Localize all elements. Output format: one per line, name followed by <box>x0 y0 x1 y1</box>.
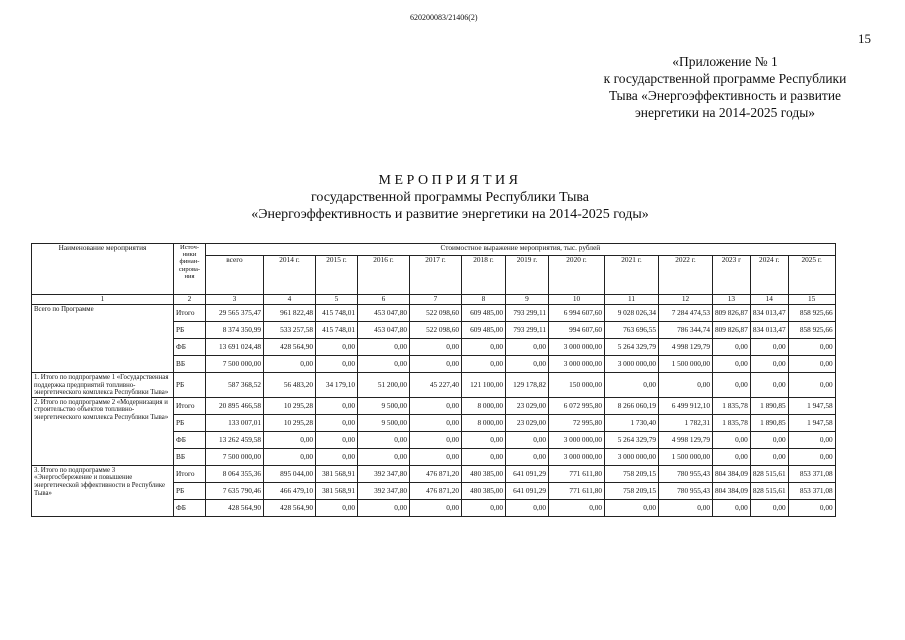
amount-cell: 0,00 <box>462 448 506 465</box>
amount-cell: 428 564,90 <box>264 339 316 356</box>
header-measure-name: Наименование мероприятия <box>32 244 174 295</box>
funding-source: ФБ <box>174 431 206 448</box>
amount-cell: 0,00 <box>316 431 358 448</box>
amount-cell: 641 091,29 <box>506 482 549 499</box>
amount-cell: 0,00 <box>410 499 462 516</box>
column-number: 13 <box>713 295 751 305</box>
header-year: 2017 г. <box>410 256 462 295</box>
appendix-line: «Приложение № 1 <box>672 54 778 69</box>
measure-name: 1. Итого по подпрограмме 1 «Государственная поддержка предприятий топливно-энергетического комплекса Республики Тыва» <box>32 373 174 398</box>
amount-cell: 522 098,60 <box>410 322 462 339</box>
amount-cell: 0,00 <box>788 431 835 448</box>
column-number: 6 <box>358 295 410 305</box>
amount-cell: 587 368,52 <box>206 373 264 398</box>
amount-cell: 6 072 995,80 <box>549 397 605 414</box>
amount-cell: 0,00 <box>605 499 659 516</box>
amount-cell: 793 299,11 <box>506 305 549 322</box>
header-year: 2020 г. <box>549 256 605 295</box>
amount-cell: 0,00 <box>713 373 751 398</box>
amount-cell: 6 499 912,10 <box>659 397 713 414</box>
funding-source: ВБ <box>174 448 206 465</box>
amount-cell: 1 890,85 <box>750 414 788 431</box>
table-row <box>32 397 836 414</box>
amount-cell: 392 347,80 <box>358 465 410 482</box>
table-row <box>32 305 836 322</box>
amount-cell: 853 371,08 <box>788 482 835 499</box>
amount-cell: 7 500 000,00 <box>206 356 264 373</box>
amount-cell: 381 568,91 <box>316 465 358 482</box>
amount-cell: 7 500 000,00 <box>206 448 264 465</box>
funding-source: Итого <box>174 397 206 414</box>
amount-cell: 0,00 <box>506 448 549 465</box>
amount-cell: 10 295,28 <box>264 414 316 431</box>
amount-cell: 150 000,00 <box>549 373 605 398</box>
header-year: 2024 г. <box>750 256 788 295</box>
amount-cell: 5 264 329,79 <box>605 431 659 448</box>
amount-cell: 476 871,20 <box>410 465 462 482</box>
amount-cell: 858 925,66 <box>788 305 835 322</box>
header-year: 2016 г. <box>358 256 410 295</box>
amount-cell: 0,00 <box>410 431 462 448</box>
amount-cell: 453 047,80 <box>358 322 410 339</box>
header-year: 2018 г. <box>462 256 506 295</box>
amount-cell: 0,00 <box>788 448 835 465</box>
table-row <box>32 373 836 398</box>
amount-cell: 45 227,40 <box>410 373 462 398</box>
column-number: 15 <box>788 295 835 305</box>
funding-source: РБ <box>174 373 206 398</box>
amount-cell: 3 000 000,00 <box>605 356 659 373</box>
amount-cell: 895 044,00 <box>264 465 316 482</box>
amount-cell: 1 890,85 <box>750 397 788 414</box>
amount-cell: 3 000 000,00 <box>549 356 605 373</box>
amount-cell: 763 696,55 <box>605 322 659 339</box>
amount-cell: 0,00 <box>788 356 835 373</box>
amount-cell: 129 178,82 <box>506 373 549 398</box>
appendix-line: энергетики на 2014-2025 годы» <box>634 105 816 120</box>
funding-source: ФБ <box>174 339 206 356</box>
amount-cell: 3 000 000,00 <box>549 431 605 448</box>
amount-cell: 994 607,60 <box>549 322 605 339</box>
amount-cell: 1 835,78 <box>713 414 751 431</box>
amount-cell: 780 955,43 <box>659 465 713 482</box>
amount-cell: 415 748,01 <box>316 305 358 322</box>
amount-cell: 0,00 <box>358 339 410 356</box>
column-number: 2 <box>174 295 206 305</box>
funding-source: РБ <box>174 414 206 431</box>
amount-cell: 8 266 060,19 <box>605 397 659 414</box>
funding-source: Итого <box>174 305 206 322</box>
amount-cell: 7 284 474,53 <box>659 305 713 322</box>
amount-cell: 1 500 000,00 <box>659 448 713 465</box>
amount-cell: 771 611,80 <box>549 482 605 499</box>
amount-cell: 0,00 <box>750 373 788 398</box>
amount-cell: 4 998 129,79 <box>659 339 713 356</box>
amount-cell: 0,00 <box>713 499 751 516</box>
header-row <box>32 244 836 256</box>
amount-cell: 771 611,80 <box>549 465 605 482</box>
column-number: 1 <box>32 295 174 305</box>
amount-cell: 10 295,28 <box>264 397 316 414</box>
measure-name: 3. Итого по подпрограмме 3 «Энергосбережение и повышение энергетической эффективности в Республике Тыва» <box>32 465 174 516</box>
amount-cell: 23 029,00 <box>506 397 549 414</box>
header-year: 2015 г. <box>316 256 358 295</box>
column-number-row <box>32 295 836 305</box>
amount-cell: 0,00 <box>750 431 788 448</box>
amount-cell: 609 485,00 <box>462 322 506 339</box>
page-number: 15 <box>858 31 871 46</box>
amount-cell: 0,00 <box>713 339 751 356</box>
amount-cell: 0,00 <box>410 339 462 356</box>
column-number: 5 <box>316 295 358 305</box>
header-funding-source: Источ-ники финан-сирова-ния <box>174 244 206 295</box>
column-number: 4 <box>264 295 316 305</box>
amount-cell: 428 564,90 <box>206 499 264 516</box>
amount-cell: 0,00 <box>713 356 751 373</box>
amount-cell: 0,00 <box>358 431 410 448</box>
amount-cell: 758 209,15 <box>605 482 659 499</box>
amount-cell: 834 013,47 <box>750 305 788 322</box>
amount-cell: 121 100,00 <box>462 373 506 398</box>
amount-cell: 0,00 <box>264 431 316 448</box>
funding-source: РБ <box>174 322 206 339</box>
amount-cell: 758 209,15 <box>605 465 659 482</box>
funding-source: РБ <box>174 482 206 499</box>
amount-cell: 0,00 <box>750 499 788 516</box>
header-year: 2019 г. <box>506 256 549 295</box>
header-year: 2023 г <box>713 256 751 295</box>
amount-cell: 828 515,61 <box>750 482 788 499</box>
amount-cell: 0,00 <box>358 499 410 516</box>
amount-cell: 0,00 <box>410 414 462 431</box>
amount-cell: 23 029,00 <box>506 414 549 431</box>
appendix-caption <box>560 53 890 121</box>
measure-name: Всего по Программе <box>32 305 174 373</box>
amount-cell: 780 955,43 <box>659 482 713 499</box>
header-year: 2021 г. <box>605 256 659 295</box>
funding-source: ВБ <box>174 356 206 373</box>
header-year: 2022 г. <box>659 256 713 295</box>
amount-cell: 3 000 000,00 <box>549 339 605 356</box>
amount-cell: 0,00 <box>788 339 835 356</box>
amount-cell: 0,00 <box>264 448 316 465</box>
amount-cell: 0,00 <box>506 431 549 448</box>
funding-source: ФБ <box>174 499 206 516</box>
title-line: МЕРОПРИЯТИЯ <box>378 173 522 188</box>
amount-cell: 8 000,00 <box>462 414 506 431</box>
amount-cell: 0,00 <box>462 339 506 356</box>
amount-cell: 8 064 355,36 <box>206 465 264 482</box>
amount-cell: 1 500 000,00 <box>659 356 713 373</box>
column-number: 10 <box>549 295 605 305</box>
amount-cell: 0,00 <box>316 339 358 356</box>
amount-cell: 804 384,09 <box>713 482 751 499</box>
amount-cell: 0,00 <box>750 339 788 356</box>
amount-cell: 415 748,01 <box>316 322 358 339</box>
column-number: 7 <box>410 295 462 305</box>
amount-cell: 834 013,47 <box>750 322 788 339</box>
amount-cell: 381 568,91 <box>316 482 358 499</box>
column-number: 9 <box>506 295 549 305</box>
amount-cell: 480 385,00 <box>462 465 506 482</box>
amount-cell: 8 374 350,99 <box>206 322 264 339</box>
amount-cell: 453 047,80 <box>358 305 410 322</box>
column-number: 12 <box>659 295 713 305</box>
amount-cell: 0,00 <box>788 373 835 398</box>
amount-cell: 0,00 <box>358 356 410 373</box>
amount-cell: 809 826,87 <box>713 305 751 322</box>
amount-cell: 804 384,09 <box>713 465 751 482</box>
table-row <box>32 465 836 482</box>
header-cost: Стоимостное выражение мероприятия, тыс. рублей <box>206 244 836 256</box>
amount-cell: 0,00 <box>659 373 713 398</box>
amount-cell: 56 483,20 <box>264 373 316 398</box>
header-year: 2025 г. <box>788 256 835 295</box>
amount-cell: 34 179,10 <box>316 373 358 398</box>
amount-cell: 428 564,90 <box>264 499 316 516</box>
amount-cell: 0,00 <box>316 356 358 373</box>
column-number: 8 <box>462 295 506 305</box>
amount-cell: 961 822,48 <box>264 305 316 322</box>
amount-cell: 1 782,31 <box>659 414 713 431</box>
amount-cell: 0,00 <box>316 448 358 465</box>
amount-cell: 0,00 <box>788 499 835 516</box>
amount-cell: 9 500,00 <box>358 414 410 431</box>
amount-cell: 641 091,29 <box>506 465 549 482</box>
measure-name: 2. Итого по подпрограмме 2 «Модернизация и строительство объектов топливно-энергетического комплекса Республики Тыва» <box>32 397 174 465</box>
amount-cell: 9 028 026,34 <box>605 305 659 322</box>
amount-cell: 0,00 <box>462 356 506 373</box>
amount-cell: 0,00 <box>750 448 788 465</box>
amount-cell: 858 925,66 <box>788 322 835 339</box>
amount-cell: 9 500,00 <box>358 397 410 414</box>
amount-cell: 3 000 000,00 <box>549 448 605 465</box>
amount-cell: 0,00 <box>316 414 358 431</box>
amount-cell: 8 000,00 <box>462 397 506 414</box>
funding-source: Итого <box>174 465 206 482</box>
column-number: 14 <box>750 295 788 305</box>
amount-cell: 0,00 <box>549 499 605 516</box>
header-year: 2014 г. <box>264 256 316 295</box>
amount-cell: 0,00 <box>462 499 506 516</box>
amount-cell: 7 635 790,46 <box>206 482 264 499</box>
document-number: 620200083/21406(2) <box>410 13 478 22</box>
amount-cell: 0,00 <box>750 356 788 373</box>
measures-table <box>31 243 836 517</box>
amount-cell: 392 347,80 <box>358 482 410 499</box>
amount-cell: 0,00 <box>410 356 462 373</box>
amount-cell: 466 479,10 <box>264 482 316 499</box>
amount-cell: 480 385,00 <box>462 482 506 499</box>
amount-cell: 0,00 <box>506 356 549 373</box>
header-year: всего <box>206 256 264 295</box>
title-line: государственной программы Республики Тыва <box>311 190 589 205</box>
amount-cell: 0,00 <box>462 431 506 448</box>
amount-cell: 133 007,01 <box>206 414 264 431</box>
amount-cell: 51 200,00 <box>358 373 410 398</box>
amount-cell: 0,00 <box>410 448 462 465</box>
amount-cell: 1 947,58 <box>788 397 835 414</box>
amount-cell: 20 895 466,58 <box>206 397 264 414</box>
amount-cell: 476 871,20 <box>410 482 462 499</box>
amount-cell: 1 947,58 <box>788 414 835 431</box>
amount-cell: 0,00 <box>713 448 751 465</box>
amount-cell: 0,00 <box>264 356 316 373</box>
appendix-line: к государственной программе Республики <box>603 71 847 86</box>
amount-cell: 786 344,74 <box>659 322 713 339</box>
amount-cell: 13 691 024,48 <box>206 339 264 356</box>
amount-cell: 0,00 <box>358 448 410 465</box>
amount-cell: 793 299,11 <box>506 322 549 339</box>
amount-cell: 533 257,58 <box>264 322 316 339</box>
amount-cell: 0,00 <box>316 397 358 414</box>
amount-cell: 522 098,60 <box>410 305 462 322</box>
amount-cell: 29 565 375,47 <box>206 305 264 322</box>
amount-cell: 0,00 <box>506 499 549 516</box>
amount-cell: 0,00 <box>316 499 358 516</box>
amount-cell: 4 998 129,79 <box>659 431 713 448</box>
amount-cell: 853 371,08 <box>788 465 835 482</box>
document-title <box>150 172 750 223</box>
amount-cell: 828 515,61 <box>750 465 788 482</box>
amount-cell: 609 485,00 <box>462 305 506 322</box>
appendix-line: Тыва «Энергоэффективность и развитие <box>608 88 842 103</box>
amount-cell: 0,00 <box>506 339 549 356</box>
amount-cell: 0,00 <box>713 431 751 448</box>
amount-cell: 1 730,40 <box>605 414 659 431</box>
amount-cell: 5 264 329,79 <box>605 339 659 356</box>
amount-cell: 72 995,80 <box>549 414 605 431</box>
title-line: «Энергоэффективность и развитие энергетики на 2014-2025 годы» <box>251 207 649 222</box>
amount-cell: 809 826,87 <box>713 322 751 339</box>
column-number: 11 <box>605 295 659 305</box>
amount-cell: 0,00 <box>410 397 462 414</box>
amount-cell: 3 000 000,00 <box>605 448 659 465</box>
amount-cell: 0,00 <box>659 499 713 516</box>
amount-cell: 13 262 459,58 <box>206 431 264 448</box>
amount-cell: 6 994 607,60 <box>549 305 605 322</box>
amount-cell: 0,00 <box>605 373 659 398</box>
amount-cell: 1 835,78 <box>713 397 751 414</box>
column-number: 3 <box>206 295 264 305</box>
